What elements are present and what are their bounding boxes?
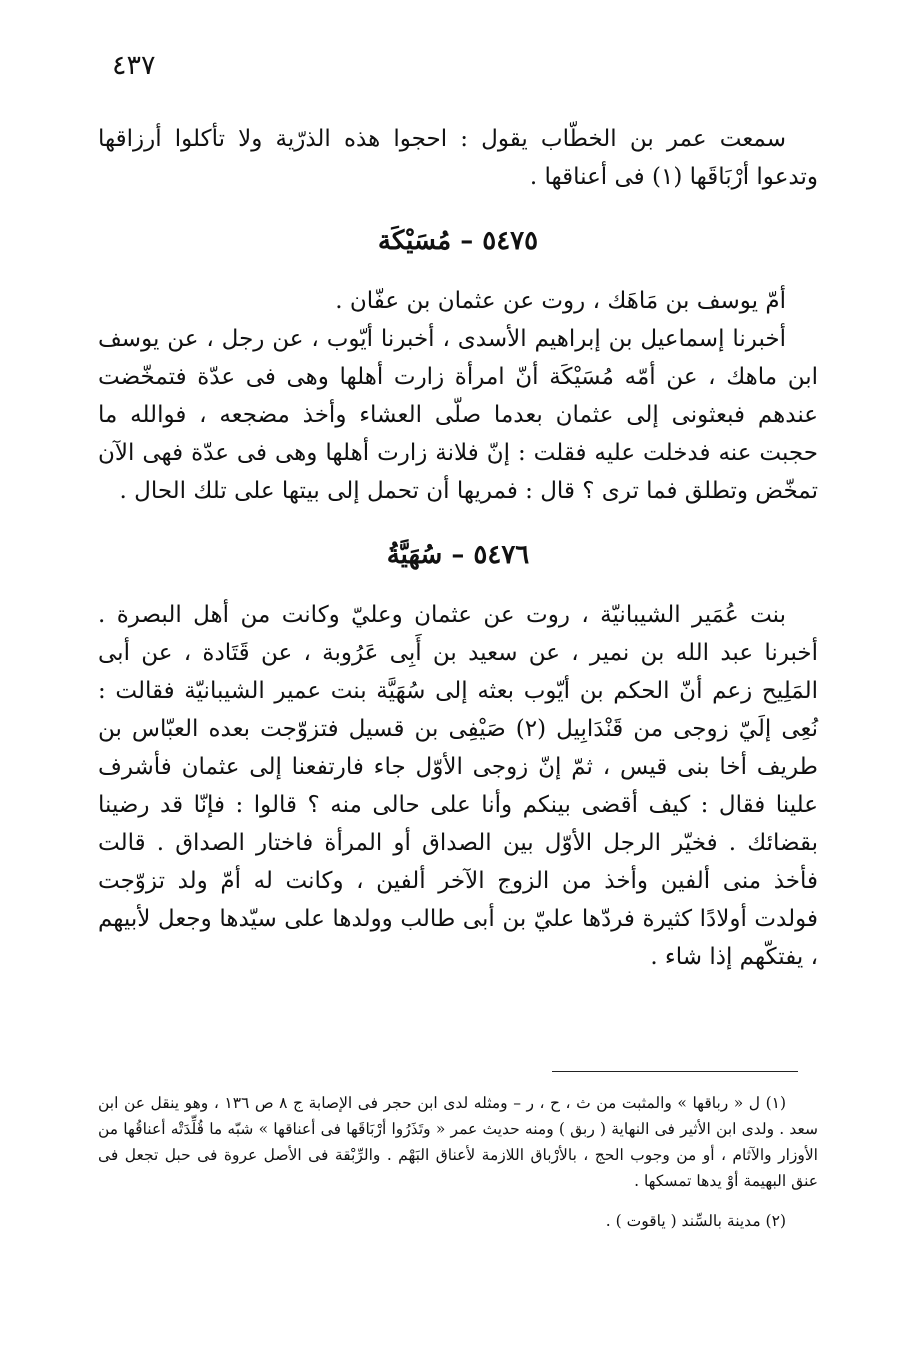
footnote-divider bbox=[552, 1071, 798, 1072]
footnote-1: (١) ل « رباقها » والمثبت من ث ، ح ، ر – ومثله لدى ابن حجر فى الإصابة ج ٨ ص ١٣٦ ، وهو ينقل عن ابن سعد . ولدى ابن الأثير فى النهاية ( ربق ) ومنه حديث عمر « وتَذَرُوا أرْبَاقَها فى أعناقها » شبّه ما قُلِّدَتْه أعناقُها من الأوزار والآثام ، أو من وجوب الحج ، بالأرْباق اللازمة لأعناق البَهْم . والرِّبْقة فى الأصل عروة فى حبل تجعل فى عنق البهيمة أوْ يدها تمسكها . bbox=[98, 1094, 818, 1190]
entry-heading-5476: ٥٤٧٦ – سُهَيَّةُ bbox=[386, 540, 530, 570]
entry-5475-paragraph-1: أمّ يوسف بن مَاهَك ، روت عن عثمان بن عفّان . bbox=[335, 288, 786, 314]
main-text bbox=[98, 120, 818, 976]
footnotes bbox=[98, 1090, 818, 1234]
entry-heading-5475: ٥٤٧٥ – مُسَيْكَة bbox=[377, 226, 539, 256]
entry-5476-paragraph-1: بنت عُمَير الشيبانيّة ، روت عن عثمان وعليّ وكانت من أهل البصرة . أخبرنا عبد الله بن نمير ، عن سعيد بن أَبِى عَرُوبة ، عن قَتَادة ، عن أبى المَلِيح زعم أنّ الحكم بن أيّوب بعثه إلى سُهَيَّة بنت عمير الشيبانيّة فقالت : نُعِى إلَيّ زوجى من قَنْدَابِيل (٢) صَيْفِى بن قسيل فتزوّجت بعده العبّاس بن طريف أخا بنى قيس ، ثمّ إنّ زوجى الأوّل جاء فارتفعنا إلى عثمان فأشرف علينا فقال : كيف أقضى بينكم وأنا على حالى منه ؟ قالوا : فإنّا قد رضينا بقضائك . فخيّر الرجل الأوّل بين الصداق أو المرأة فاختار الصداق . قالت فأخذ منى ألفين وأخذ من الزوج الآخر ألفين ، وكانت له أمّ ولد تزوّجت فولدت أولادًا كثيرة فردّها عليّ بن أبى طالب وولدها على سيّدها وجعل لأبيهم ، يفتكّهم إذا شاء . bbox=[98, 602, 818, 970]
entry-5475-paragraph-2: أخبرنا إسماعيل بن إبراهيم الأسدى ، أخبرنا أيّوب ، عن رجل ، عن يوسف ابن ماهك ، عن أمّه مُسَيْكَة أنّ امرأة زارت أهلها وهى فى عدّة فتمخّضت عندهم فبعثونى إلى عثمان بعدما صلّى العشاء وأخذ مضجعه ، فوالله ما حجبت عنه فدخلت عليه فقلت : إنّ فلانة زارت أهلها وهى فى عدّة فهى الآن تمخّض وتطلق فما ترى ؟ قال : فمريها أن تحمل إلى بيتها على تلك الحال . bbox=[98, 326, 818, 504]
intro-paragraph: سمعت عمر بن الخطّاب يقول : احجوا هذه الذرّية ولا تأكلوا أرزاقها وتدعوا أرْبَاقَها (١) فى أعناقها . bbox=[98, 126, 818, 190]
page-number: ٤٣٧ bbox=[112, 50, 156, 81]
footnote-2: (٢) مدينة بالسِّند ( ياقوت ) . bbox=[605, 1212, 786, 1230]
